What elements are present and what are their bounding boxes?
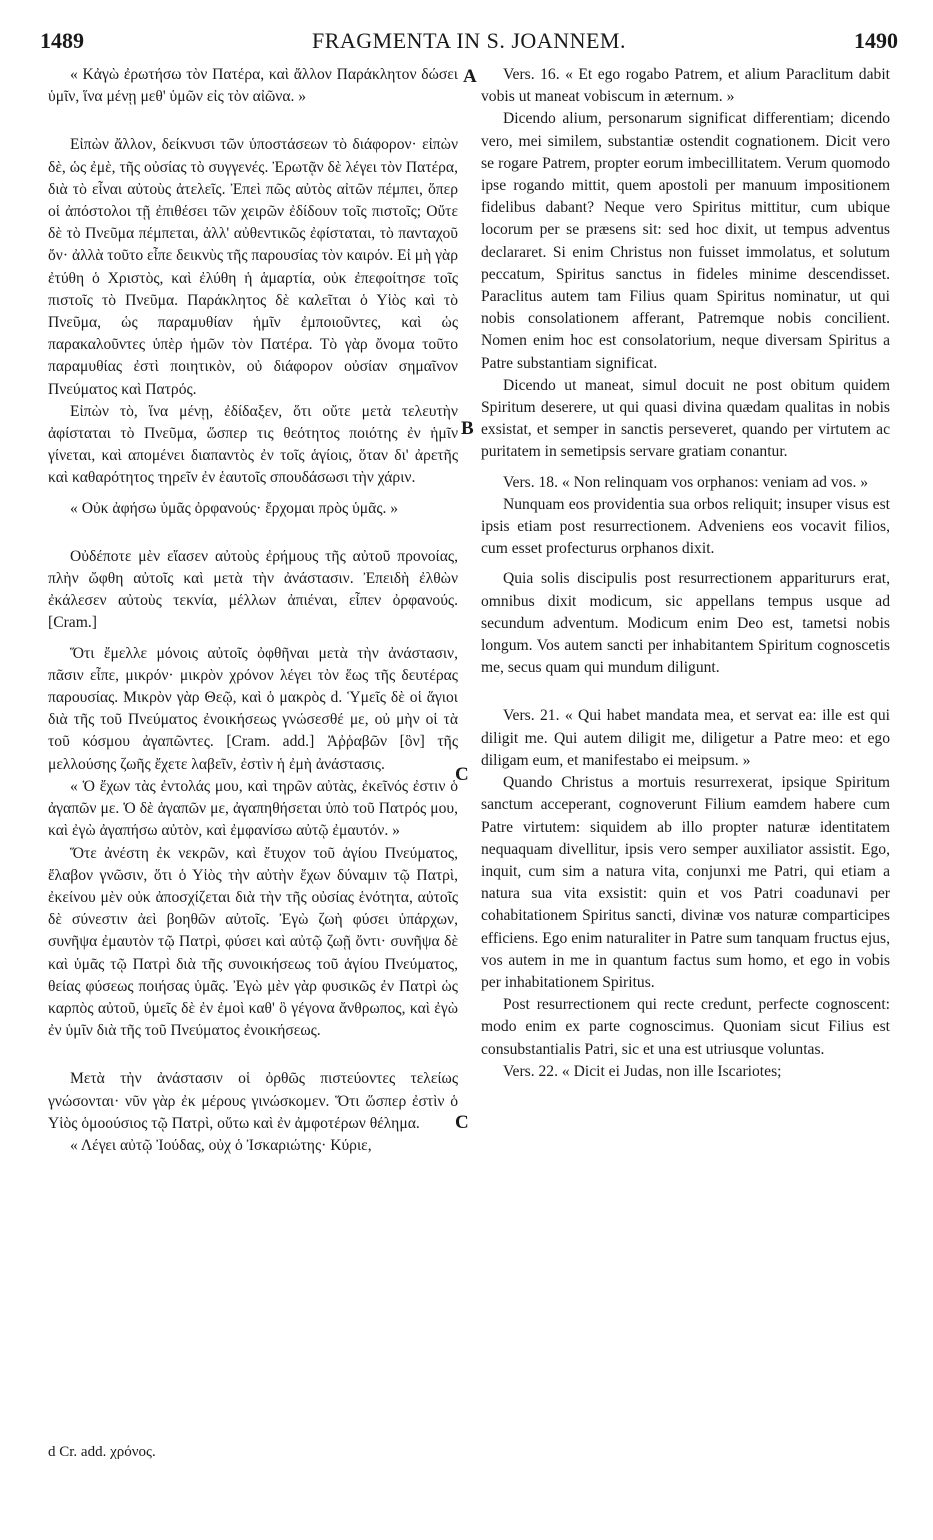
latin-paragraph: Quando Christus a mortuis resurrexerat, ipsique Spiritum sanctum acceperant, cognoverunt Filium eamdem habere cum Patre virtutem: siquidem ab illo propter naturæ identitatem nequaquam divellitur, ipsis vero semper auxiliator assistit. Ego, inquit, cum sim a natura vita, conjunxi me Patri, qui etiam a natura sua vita exsistit: quin et vos Patri coadunavi per cohabitationem Spiritus sancti, divinæ vos naturæ comparticipes efficiens. Ego enim naturaliter in Patre sum tanquam fructus ejus, vos autem in me in quantum factus sum homo, et ego in vobis per inhabitationem Spiritus. (481, 774, 890, 991)
latin-verse-22: Vers. 22. « Dicit ei Judas, non ille Iscariotes; (503, 1062, 782, 1080)
greek-column (48, 64, 458, 1157)
latin-paragraph: Dicendo alium, personarum significat differentiam; dicendo vero, mei similem, substantiæ ostendit cognationem. Dicit vero se rogare Patrem, propter eorum imbecillitatem. Verum quomodo ipse rogando mittit, quem apostoli per manuum impositionem fidelibus dabant? Neque vero Spiritus mittitur, cum ubique locorum per se præsens sit: sed hoc dixit, ut tempus adventus declararet. Si enim Christus non fuisset immolatus, et solutum peccatum, Spiritus sanctus in fideles minime descendisset. Paraclitus autem tam Filius quam Spiritus nominatur, ut qui nobis consolationem afferant, Patremque nobis concilient. Nomen enim hoc est consolatorium, neque diversam Spiritus a Patre substantiam significat. (481, 110, 890, 372)
greek-verse-16: « Κἀγὼ ἐρωτήσω τὸν Πατέρα, καὶ ἄλλον Παράκλητον δώσει ὑμῖν, ἵνα μένῃ μεθ' ὑμῶν εἰς τὸν αἰῶνα. » (48, 66, 458, 106)
latin-column (481, 64, 890, 1083)
latin-paragraph: Post resurrectionem qui recte credunt, perfecte cognoscent: modo enim ex parte cognoscimus. Quoniam sicut Filius est consubstantialis Patri, sic et una est utriusque voluntas. (481, 996, 890, 1058)
greek-paragraph: Μετὰ τὴν ἀνάστασιν οἱ ὀρθῶς πιστεύοντες τελείως γνώσονται· νῦν γὰρ ἐκ μέρους γινώσκομεν. Ὅτι ὥσπερ ἐστὶν ὁ Υἱὸς ὁμοούσιος τῷ Πατρὶ, οὕτω καὶ ἐν ἀμφοτέρων θέλημα. (48, 1070, 458, 1132)
greek-paragraph: Εἰπὼν τὸ, ἵνα μένῃ, ἐδίδαξεν, ὅτι οὔτε μετὰ τελευτὴν ἀφίσταται τὸ Πνεῦμα, ὥσπερ τις θεότητος ποιότης ἐν ἡμῖν γίνεται, καὶ απομένει διαπαντὸς ἐν τοῖς ἁγίοις, ὅταν δι' ἀρετῆς καὶ καθαρότητος τηρεῖν ἐν ἑαυτοῖς σπουδάσωσι τὴν χάριν. (48, 402, 458, 487)
page-number-left: 1489 (40, 28, 84, 53)
footnote: d Cr. add. χρόνος. (48, 1444, 156, 1460)
latin-paragraph: Quia solis discipulis post resurrectionem apparitururs erat, omnibus dixit modicum, sic appellans tempus usque ad secundum adventum. Modicum enim Deo est, tametsi nobis longum. Vos autem sancti per inhabitantem Spiritum cognoscetis me, secus quam qui mundum diligunt. (481, 570, 890, 677)
greek-paragraph: Ὅτι ἔμελλε μόνοις αὐτοῖς ὀφθῆναι μετὰ τὴν ἀνάστασιν, πᾶσιν εἶπε, μικρόν· μικρὸν χρόνον λέγει τὸν ἕως τῆς δευτέρας παρουσίας. Μικρὸν γὰρ Θεῷ, καὶ ὁ μακρὸς d. Ὑμεῖς δὲ οἱ ἅγιοι διὰ τῆς τοῦ Πνεύματος ἐνοικήσεως γνώσεσθέ με, οὐ μὴν οἱ τὰ τοῦ κόσμου ἀγαπῶντες. [Cram. add.] Ἀῤῥαβῶν [ὃν] τῆς μελλούσης ζωῆς ἔχετε λαβεῖν, ἐστὶν ἡ ἐμὴ ἀνάστασις. (48, 644, 458, 773)
latin-verse-16: Vers. 16. « Et ego rogabo Patrem, et alium Paraclitum dabit vobis ut maneat vobiscum in æternum. » (481, 66, 890, 106)
greek-verse-22: « Λέγει αὐτῷ Ἰούδας, οὐχ ὁ Ἰσκαριώτης· Κύριε, (70, 1136, 372, 1154)
latin-verse-21: Vers. 21. « Qui habet mandata mea, et servat ea: ille est qui diligit me. Qui autem diligit me, diligetur a Patre meo: et ego diligam eum, et manifestabo ei meipsum. » (481, 707, 890, 769)
latin-verse-18: Vers. 18. « Non relinquam vos orphanos: veniam ad vos. » (503, 473, 869, 491)
greek-paragraph: Εἰπὼν ἄλλον, δείκνυσι τῶν ὑποστάσεων τὸ διάφορον· εἰπὼν δὲ, ὡς ἐμὲ, τῆς οὐσίας τὸ συγγενές. Ἐρωτᾷν δὲ λέγει τὸν Πατέρα, διὰ τὸ εἶναι αὐτοὺς ἀτελεῖς. Ἐπεὶ πῶς αὐτὸς αἰτῶν πέμπει, ὅπερ οἱ ἀπόστολοι τῇ ἐπιθέσει τῶν χειρῶν ἐδίδουν τοῖς πιστοῖς; Οὔτε δὲ τὸ Πνεῦμα πέμπεται, ἀλλ' αὐθεντικῶς ἐφίσταται, τὸ πανταχοῦ ὄν· ἀλλὰ τοῦτο εἶπε δεικνὺς τῆς παρουσίας τὸν καιρόν. Εἰ μὴ γὰρ ἐτύθη ὁ Χριστὸς, καὶ ἐλύθη ἡ ἁμαρτία, οὐκ ἐπεφοίτησε τοῖς πιστοῖς τὸ Πνεῦμα. Παράκλητος δὲ καλεῖται ὁ Υἱὸς καὶ τὸ Πνεῦμα, ὡς παραμυθίαν ἡμῖν ἐμποιοῦντες, καὶ ὡς παρακαλοῦντες ὑπὲρ ἡμῶν τὸν Πατέρα. Τὸ γὰρ ὄνομα τοῦτο παραμυθίας ἐστὶ ποιητικὸν, οὐ διάφορον οὐσίαν σημαῖνον Πνεύματος καὶ Πατρός. (48, 136, 458, 398)
greek-paragraph: Οὐδέποτε μὲν εἴασεν αὐτοὺς ἐρήμους τῆς αὐτοῦ προνοίας, πλὴν ὤφθη αὐτοῖς καὶ μετὰ τὴν ἀνάστασιν. Ἐπειδὴ ἐλθὼν ἐκάλεσεν αὐτοὺς τεκνία, μέλλων ἀπιέναι, εἶπεν ὀρφανούς. [Cram.] (48, 547, 458, 632)
greek-verse-18: « Οὐκ ἀφήσω ὑμᾶς ὀρφανούς· ἔρχομαι πρὸς ὑμᾶς. » (70, 499, 399, 517)
page-header (40, 28, 898, 58)
latin-paragraph: Dicendo ut maneat, simul docuit ne post obitum quidem Spiritum deserere, ut qui quasi divina quædam qualitas in nobis exsistat, et semper in sanctis perseveret, quando per virtutem ac puritatem in semetipsis servare gratiam conantur. (481, 376, 890, 461)
margin-letter-a: A (463, 66, 477, 87)
margin-letter-b: B (461, 418, 474, 439)
running-title: FRAGMENTA IN S. JOANNEM. (312, 28, 626, 53)
greek-paragraph: Ὅτε ἀνέστη ἐκ νεκρῶν, καὶ ἔτυχον τοῦ ἁγίου Πνεύματος, ἔλαβον γνῶσιν, ὅτι ὁ Υἱὸς τὴν αὐτὴν ἔχων δύναμιν τῷ Πατρὶ, ἐκείνου μὲν οὐκ ἀποσχίζεται διὰ τὴν τῆς οὐσίας ἑνότητα, αὐτοῖς δὲ σύνεστιν ἀεὶ βοηθῶν αὐτοῖς. Ἐγὼ ζωὴ φύσει ὑπάρχων, συνῆψα ἐμαυτὸν τῷ Πατρὶ, φύσει καὶ αὐτῷ ζωῇ ὄντι· συνῆψα δὲ καὶ ὑμᾶς τῷ Πατρὶ διὰ τῆς συνοικήσεως τοῦ ἁγίου Πνεύματος, θείας φύσεως ποιήσας ὑμᾶς. Ἐγὼ μὲν γὰρ φυσικῶς ἐν Πατρὶ ὡς καρπὸς αὐτοῦ, ὑμεῖς δὲ ἐν ἐμοὶ καθ' ὃ γέγονα ἄνθρωπος, καὶ ἐγὼ ἐν ὑμῖν διὰ τῆς τοῦ Πνεύματος ἐνοικήσεως. (48, 844, 458, 1040)
page-number-right: 1490 (854, 28, 898, 53)
margin-letter-c-second: C (455, 1112, 469, 1133)
margin-letter-c: C (455, 764, 469, 785)
greek-verse-21: « Ὁ ἔχων τὰς ἐντολάς μου, καὶ τηρῶν αὐτὰς, ἐκεῖνός ἐστιν ὁ ἀγαπῶν με. Ὁ δὲ ἀγαπῶν με, ἀγαπηθήσεται ὑπὸ τοῦ Πατρός μου, καὶ ἐγὼ ἀγαπήσω αὐτὸν, καὶ ἐμφανίσω αὐτῷ ἐμαυτόν. » (48, 777, 458, 840)
latin-paragraph: Nunquam eos providentia sua orbos reliquit; insuper visus est ipsis etiam post resurrectionem. Adveniens eos vocavit filios, cum esset profecturus orphanos dixit. (481, 495, 890, 558)
